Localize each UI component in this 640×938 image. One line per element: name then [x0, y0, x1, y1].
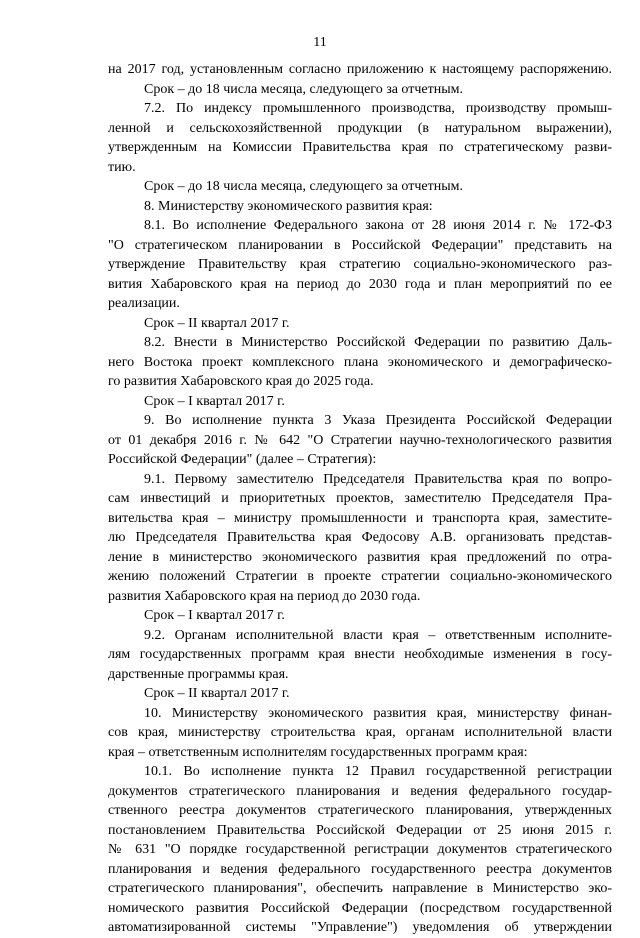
text-line: планирования и ведения федерального государственного реестра документов [108, 861, 612, 877]
text-line: номического развития Российской Федерации (посредством государственной [108, 900, 612, 916]
text-line: от 01 декабря 2016 г. № 642 "О Стратегии научно-технологического развития [108, 432, 612, 448]
text-line: 10.1. Во исполнение пункта 12 Правил государственной регистрации [144, 764, 612, 779]
text-line: 10. Министерству экономического развития края, министерству финан- [144, 705, 612, 721]
text-line: жению положений Стратегии в проекте стратегии социально-экономического [108, 569, 612, 584]
text-line: вития Хабаровского края на период до 2030 года и план мероприятий по ее [108, 276, 612, 292]
text-line: ленной и сельскохозяйственной продукции (в натуральном выражении), [108, 120, 612, 136]
text-line: сов края, министерству строительства края, органам исполнительной власти [108, 725, 612, 740]
text-line: вительства края – министру промышленности и транспорта края, заместите- [108, 510, 612, 526]
text-line: 7.2. По индексу промышленного производства, производству промыш- [144, 101, 612, 116]
text-line: Срок – II квартал 2017 г. [144, 686, 290, 701]
text-line: "О стратегическом планировании в Российской Федерации" представить на [108, 237, 612, 253]
text-line: края – ответственным исполнителям государственных программ края: [108, 744, 528, 760]
text-line: Срок – до 18 числа месяца, следующего за отчетным. [144, 179, 463, 194]
text-line: 8. Министерству экономического развития края: [144, 198, 433, 214]
text-line: тию. [108, 159, 136, 175]
text-line: утверждение Правительству края стратегию социально-экономического раз- [108, 257, 612, 272]
text-line: дарственные программы края. [108, 666, 289, 682]
text-line: Срок – II квартал 2017 г. [144, 315, 290, 331]
text-line: № 631 "О порядке государственной регистрации документов стратегического [108, 842, 612, 857]
text-line: стратегического планирования", обеспечить направление в Министерство эко- [108, 881, 612, 896]
text-line: сам инвестиций и приоритетных проектов, заместителю Председателя Пра- [108, 491, 612, 506]
text-line: реализации. [108, 296, 180, 311]
text-line: автоматизированной системы "Управление") уведомления об утверждении [108, 920, 612, 935]
text-line: ственного реестра документов стратегического планирования, утвержденных [108, 803, 612, 818]
text-line: 8.1. Во исполнение Федерального закона от 28 июня 2014 г. № 172-ФЗ [144, 218, 612, 233]
text-line: постановлением Правительства Российской Федерации от 25 июня 2015 г. [108, 822, 612, 838]
document-body [108, 60, 612, 938]
text-line: на 2017 год, установленным согласно приложению к настоящему распоряжению. [108, 62, 612, 77]
text-line: Российской Федерации" (далее – Стратегия): [108, 452, 377, 467]
text-line: документов стратегического планирования и ведения федерального государ- [108, 783, 612, 799]
text-line: Срок – I квартал 2017 г. [144, 608, 285, 623]
text-line: 9.1. Первому заместителю Председателя Правительства края по вопро- [144, 471, 612, 487]
text-line: утвержденным на Комиссии Правительства края по стратегическому разви- [108, 140, 612, 155]
text-line: лям государственных программ края внести необходимые изменения в госу- [108, 647, 612, 662]
text-line: него Востока проект комплексного плана экономического и демографическо- [108, 354, 612, 370]
text-line: ление в министерство экономического развития края предложений по отра- [108, 549, 612, 565]
text-line: 9. Во исполнение пункта 3 Указа Президента Российской Федерации [144, 413, 612, 428]
page-number: 11 [313, 35, 327, 50]
text-line: го развития Хабаровского края до 2025 года. [108, 374, 374, 389]
text-line: Срок – I квартал 2017 г. [144, 393, 285, 409]
text-line: 9.2. Органам исполнительной власти края – ответственным исполните- [144, 627, 612, 643]
text-line: Срок – до 18 числа месяца, следующего за отчетным. [144, 81, 463, 97]
text-line: лю Председателя Правительства края Федосову А.В. организовать представ- [108, 530, 612, 545]
text-line: 8.2. Внести в Министерство Российской Федерации по развитию Даль- [144, 335, 612, 350]
text-line: развития Хабаровского края на период до 2030 года. [108, 588, 421, 604]
